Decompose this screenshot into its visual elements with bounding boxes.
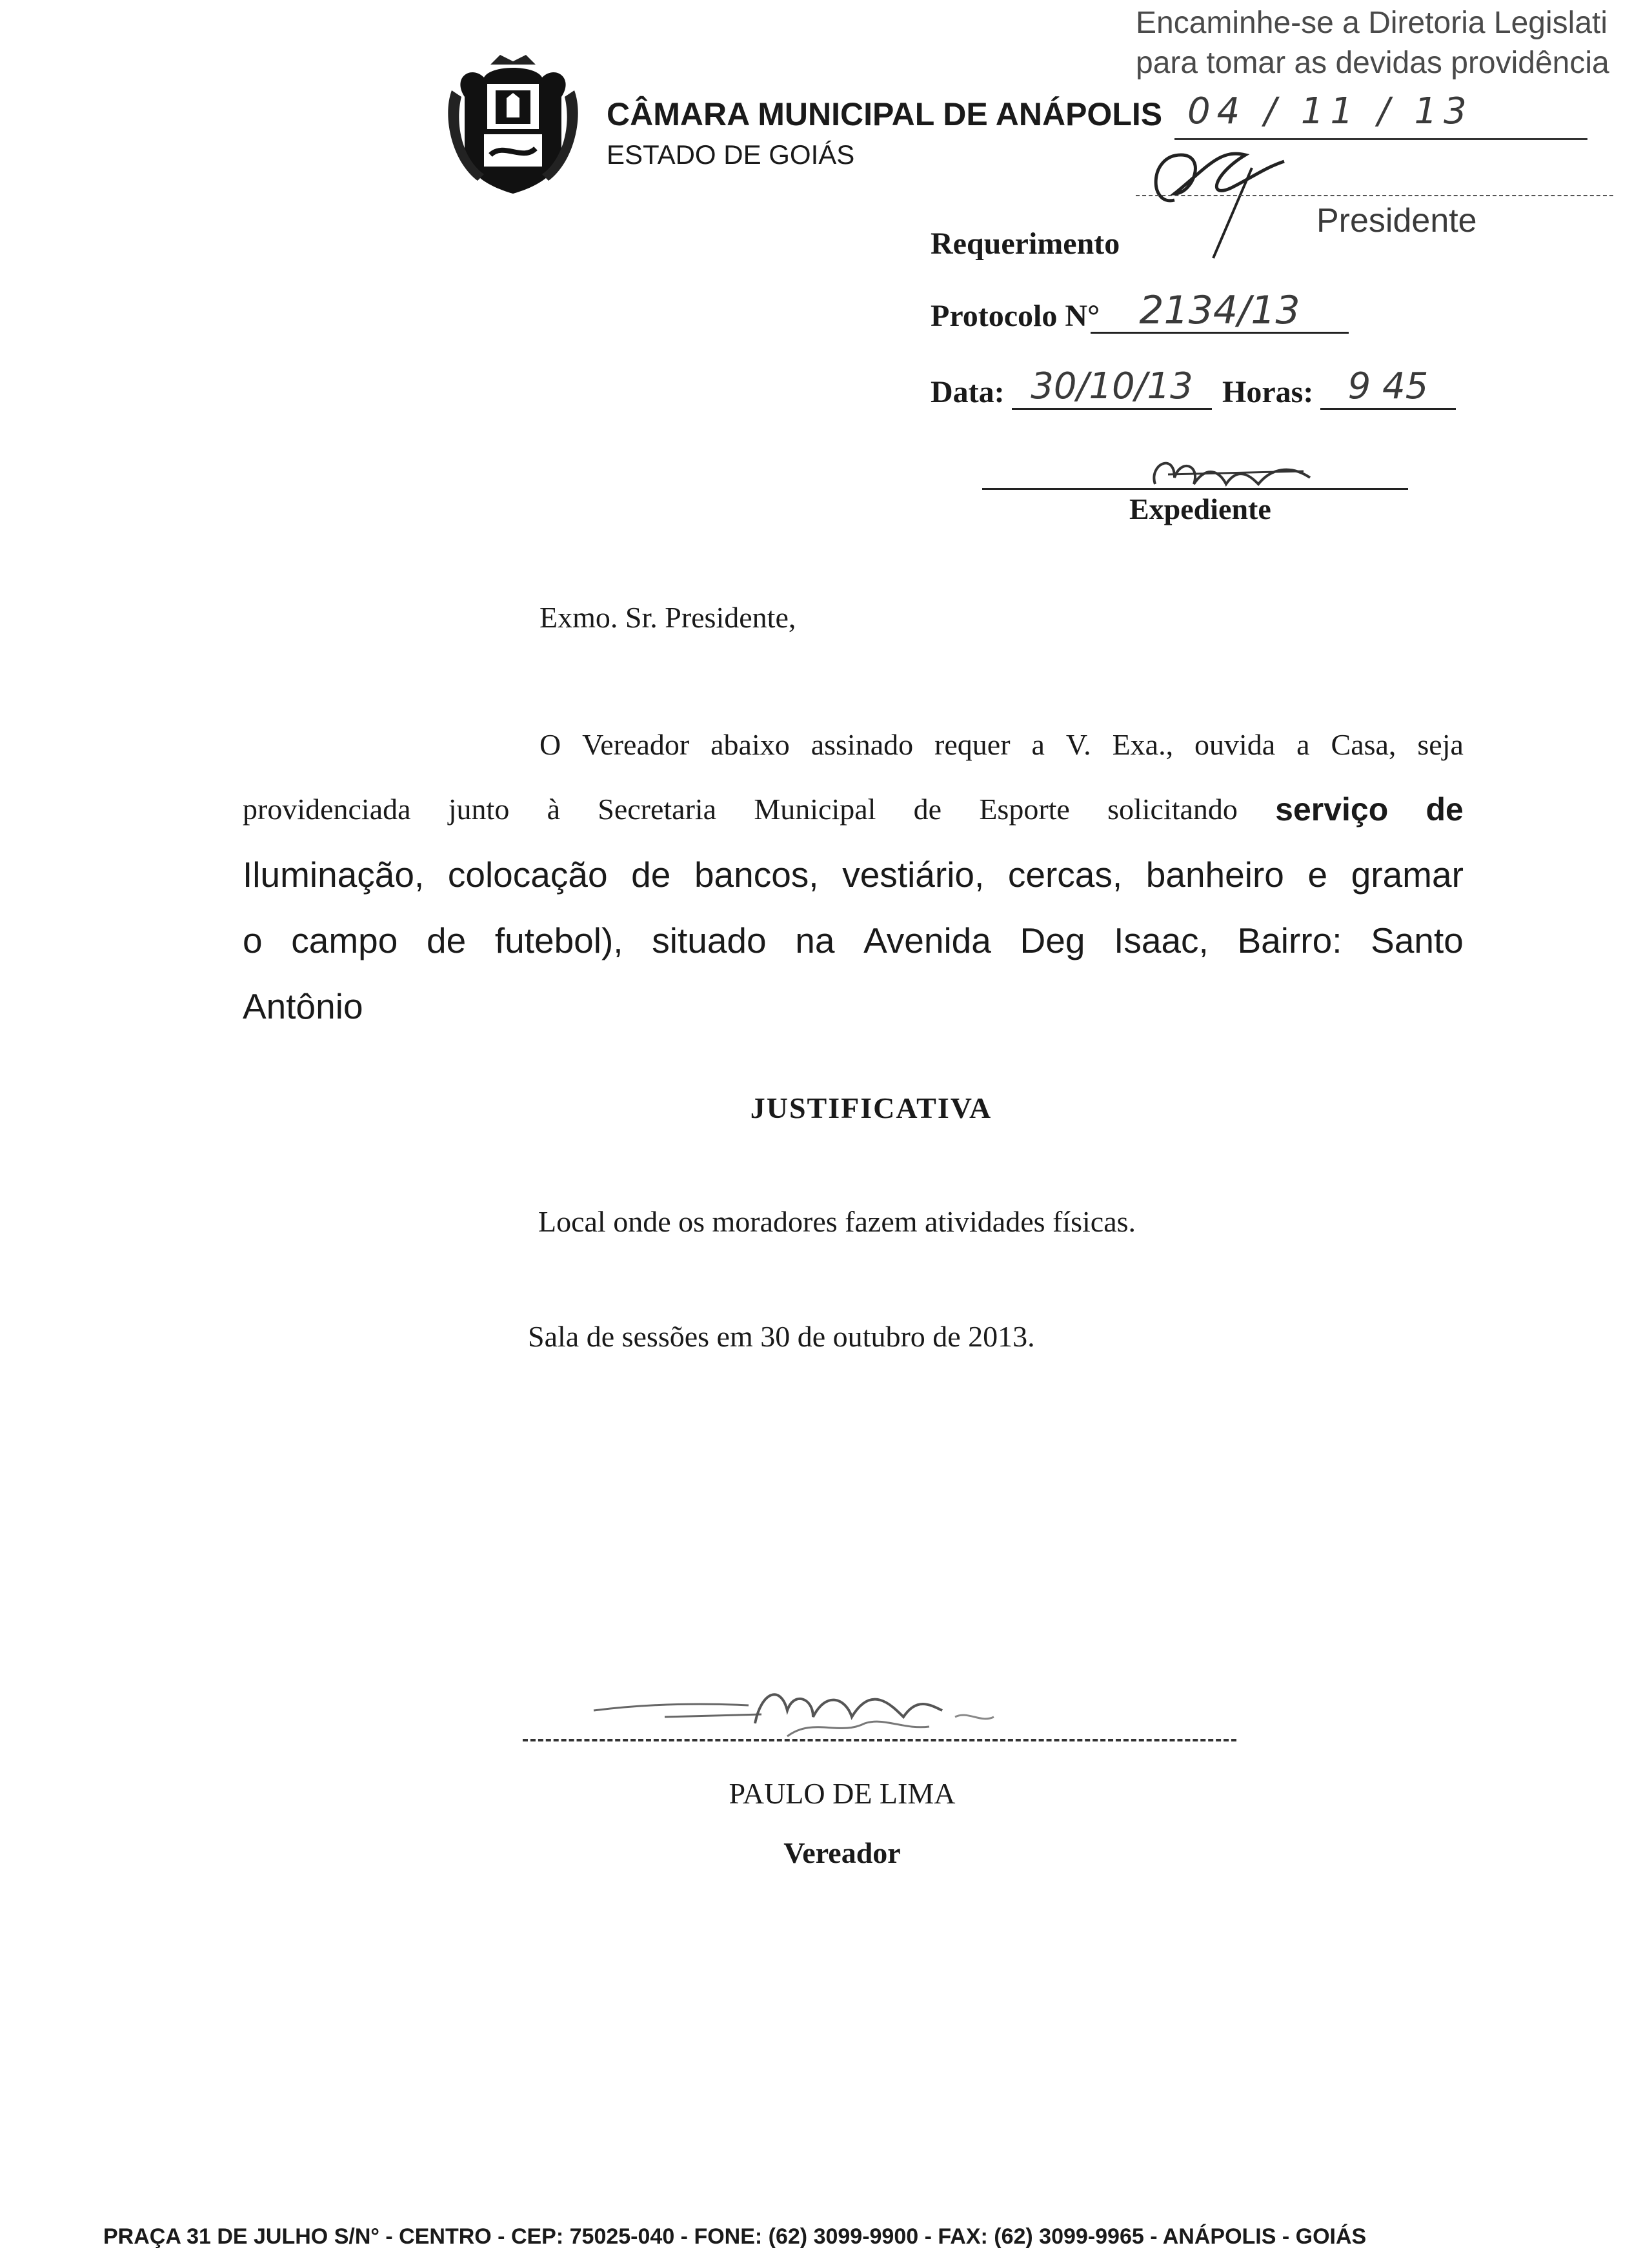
horas-value: 9 45: [1320, 365, 1456, 410]
paragraph-line-2: [243, 777, 1464, 842]
state-name: ESTADO DE GOIÁS: [607, 139, 855, 170]
word: Deg: [1020, 920, 1085, 960]
data-value: 30/10/13: [1012, 365, 1212, 410]
data-label: Data:: [931, 375, 1005, 409]
word: O: [539, 728, 561, 761]
protocolo-value: 2134/13: [1091, 289, 1349, 334]
word: e: [1307, 855, 1328, 895]
requerimento-label: Requerimento: [931, 227, 1120, 261]
word: vestiário,: [842, 855, 985, 895]
word: Vereador: [582, 728, 690, 761]
word: Iluminação,: [243, 855, 425, 895]
word: a: [1031, 728, 1045, 761]
word: providenciada: [243, 793, 411, 826]
word: campo: [291, 920, 398, 960]
paragraph-line-1: [243, 713, 1464, 777]
word: cercas,: [1007, 855, 1123, 895]
word: de: [631, 855, 671, 895]
expediente-line: [982, 488, 1408, 490]
word: banheiro: [1145, 855, 1284, 895]
word: à: [547, 793, 560, 826]
word-bold: serviço: [1275, 791, 1389, 827]
institution-title: CÂMARA MUNICIPAL DE ANÁPOLIS: [607, 96, 1163, 132]
paragraph-line-5: Antônio: [243, 986, 363, 1026]
protocolo-label: Protocolo N°: [931, 299, 1100, 333]
footer-address: PRAÇA 31 DE JULHO S/N° - CENTRO - CEP: 75025-040 - FONE: (62) 3099-9900 - FAX: (62) 3099-9965 - ANÁPOLIS - GOIÁS: [103, 2224, 1367, 2249]
word: Isaac,: [1114, 920, 1209, 960]
word: Secretaria: [598, 793, 717, 826]
salutation: Exmo. Sr. Presidente,: [539, 601, 796, 634]
word: bancos,: [694, 855, 819, 895]
word: assinado: [811, 728, 914, 761]
word: seja: [1417, 728, 1464, 761]
word: Exa.,: [1112, 728, 1174, 761]
word: a: [1296, 728, 1310, 761]
word: Avenida: [863, 920, 991, 960]
paragraph-line-3: [243, 842, 1464, 908]
stamp-date: 04 / 11 / 13: [1187, 90, 1473, 132]
president-signature-line: [1136, 195, 1613, 196]
coat-of-arms-icon: [439, 52, 587, 200]
word: Municipal: [754, 793, 876, 826]
vereador-signature-icon: [568, 1665, 1084, 1743]
paragraph-line-4: [243, 908, 1464, 973]
word: Bairro:: [1237, 920, 1342, 960]
word-bold: de: [1425, 791, 1464, 827]
signature-line: [523, 1739, 1236, 1741]
stamp-line-2: para tomar as devidas providência: [1136, 46, 1609, 80]
word: abaixo: [710, 728, 790, 761]
word: futebol),: [494, 920, 623, 960]
request-paragraph: [243, 713, 1464, 1039]
signer-name: PAULO DE LIMA: [729, 1777, 956, 1810]
word: requer: [934, 728, 1011, 761]
word: de: [427, 920, 467, 960]
word: gramar: [1351, 855, 1464, 895]
justificativa-text: Local onde os moradores fazem atividades físicas.: [538, 1205, 1136, 1238]
stamp-line-1: Encaminhe-se a Diretoria Legislati: [1136, 6, 1608, 40]
word: situado: [652, 920, 767, 960]
word: Esporte: [979, 793, 1070, 826]
justificativa-title: JUSTIFICATIVA: [750, 1091, 992, 1124]
word: ouvida: [1194, 728, 1276, 761]
stamp-president: Presidente: [1316, 202, 1477, 239]
word: Santo: [1371, 920, 1464, 960]
president-signature-icon: [1136, 129, 1304, 265]
signer-role: Vereador: [783, 1836, 901, 1869]
word: na: [795, 920, 835, 960]
expediente-label: Expediente: [1129, 492, 1271, 525]
word: colocação: [447, 855, 608, 895]
word: junto: [448, 793, 510, 826]
word: V.: [1065, 728, 1091, 761]
closing-line: Sala de sessões em 30 de outubro de 2013.: [528, 1320, 1035, 1353]
word: Casa,: [1331, 728, 1396, 761]
horas-label: Horas:: [1222, 375, 1314, 409]
word: o: [243, 920, 263, 960]
word: de: [913, 793, 942, 826]
word: solicitando: [1107, 793, 1238, 826]
